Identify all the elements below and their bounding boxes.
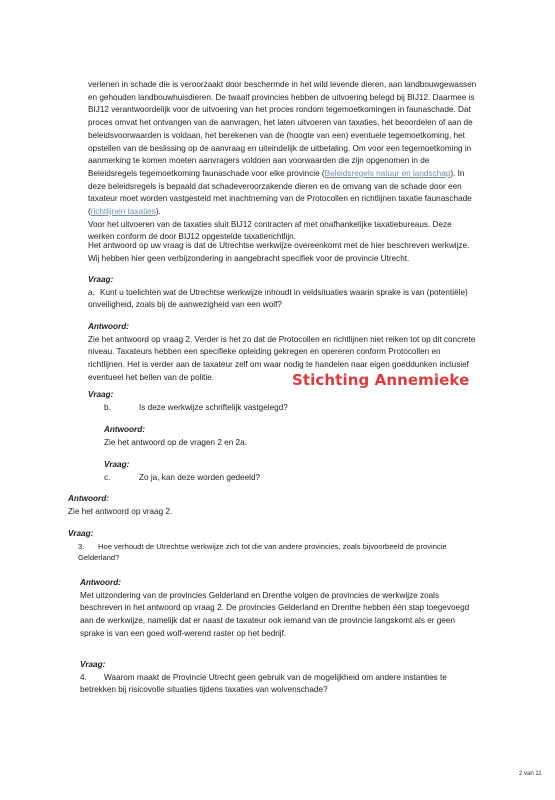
answer-c [68,493,520,518]
text-line: Voor het uitvoeren van de taxaties sluit BIJ12 contracten af met onafhankelijke taxatiebureaus. Deze [88,219,452,229]
text-line: sprake is van een goed wolf-werend raster op het bedrijf. [80,628,287,638]
question-text: Gelderland? [78,552,120,562]
question-label: Vraag: [80,660,106,669]
answer-label: Antwoord: [104,425,145,434]
question-number: b. [104,402,111,412]
text-line: en gehouden landbouwhuisdieren. De twaalf provincies hebben de uitvoering belegd bij BIJ12. Daarmee is [88,92,475,102]
question-label: Vraag: [88,390,114,399]
text-fragment: Hoe verhoudt de Utrechtse werkwijze zich tot die van andere provincies, zoals bijvoorbeeld de provincie [98,541,447,551]
question-text [88,287,520,300]
text-fragment: Beleidsregels tegemoetkoming faunaschade voor elke provincie ( [88,168,325,178]
text-line: Zie het antwoord op vraag 2. Verder is het zo dat de Protocollen en richtlijnen niet reiken tot op dit concrete [88,334,476,344]
text-fragment: Waarom maakt de Provincie Utrecht geen gebruik van de mogelijkheid om andere instanties te [104,672,447,682]
text-fragment: ). [155,207,161,217]
answer-label: Antwoord: [80,578,121,587]
text-line: opstellen van de beslissing op de aanvraag en uiteindelijk de uitbetaling. Om voor een tegemoetkoming in [88,143,472,153]
answer-paragraph [88,240,520,265]
question-b [88,389,488,414]
question-3 [68,528,520,563]
question-text [104,472,504,485]
text-line: richtlijnen. Het is verder aan de taxateur zelf om waar nodig te handelen naar eigen goeddunken inclusief [88,360,469,370]
answer-label: Antwoord: [88,322,129,331]
question-label: Vraag: [88,275,114,284]
text-line: Het antwoord op uw vraag is dat de Utrechtse werkwijze overeenkomt met de hier beschreven werkwijze. [88,241,470,250]
text-line: Wij hebben hier geen verbijzondering in aangebracht specifiek voor de provincie Utrecht. [88,253,410,263]
text-line: aanmerking te komen moeten aanvragers voldoen aan voorwaarden die zijn opgenomen in de [88,156,430,166]
text-line: niveau. Taxateurs hebben een specifieke opleiding gekregen en opereren conform Protocollen en [88,347,441,357]
text-line: BIJ12 verantwoordelijk voor de uitvoering van het proces rondom tegemoetkomingen in faunaschade. Dat [88,105,471,115]
text-line: taxateur moet worden vastgesteld met inachtneming van de Protocollen en richtlijnen taxatie faunaschade [88,194,472,204]
text-line: werken conform de door BIJ12 opgestelde taxatierichtlijn. [88,232,296,242]
question-text: betrekken bij risicovolle situaties tijdens taxaties van wolvenschade? [80,685,328,695]
question-text [68,541,520,552]
text-fragment: ( [88,207,91,217]
intro-paragraph [88,79,520,244]
text-line [88,206,520,219]
text-line: verlenen in schade die is veroorzaakt door beschermde in het wild levende dieren, aan landbouwgewassen [88,80,477,89]
text-line: beleidsvoorwaarden is voldaan, het berekenen van de (hoogte van een) eventuele tegemoetkoming, het [88,130,465,140]
watermark-text: Stichting Annemieke [292,371,470,389]
beleidsregels-link[interactable]: Beleidsregels natuur en landschap [324,168,451,178]
question-number: 3. [78,541,85,551]
text-fragment: Zo ja, kan deze worden gedeeld? [139,472,261,482]
question-number: c. [104,472,111,482]
answer-label: Antwoord: [68,494,109,503]
text-line: eventueel het bellen van de politie. [88,372,215,382]
question-text [88,402,488,415]
text-fragment: Kunt u toelichten wat de Utrechtse werkwijze inhoudt in veldsituaties waarin sprake is van (potentiële) [100,287,468,297]
text-line: Zie het antwoord op de vragen 2 en 2a. [104,437,247,447]
text-line: deze beleidsregels is bepaald dat schadeveroorzakende dieren en de omvang van de schade door een [88,181,462,191]
text-line: Zie het antwoord op vraag 2. [68,506,173,516]
question-number: 4. [80,672,87,682]
page-number: 2 van 11 [519,771,542,777]
question-text: onveiligheid, zoals bij de aanwezigheid van een wolf? [88,300,282,310]
question-number: a. [88,287,95,297]
text-line: aan de werkwijze, namelijk dat er naast de taxateur ook iemand van de provincie langskomt als er geen [80,616,456,626]
text-line: Met uitzondering van de provincies Gelderland en Drenthe volgen de provincies de werkwijze zoals [80,590,440,600]
question-4 [80,659,520,697]
text-line: proces omvat het ontvangen van de aanvragen, het laten uitvoeren van taxaties, het beoordelen of aan de [88,118,473,128]
text-line: beschreven in het antwoord op vraag 2. De provincies Gelderland en Drenthe hebben één stap toegevoegd [80,603,470,613]
answer-3 [80,577,520,641]
text-line [88,168,520,181]
answer-b [104,424,504,449]
question-a [88,274,520,312]
question-label: Vraag: [68,529,94,538]
question-c [104,459,504,484]
text-fragment: ). In [450,168,465,178]
richtlijnen-taxaties-link[interactable]: richtlijnen taxaties [90,207,156,217]
question-text [80,672,520,685]
question-label: Vraag: [104,460,130,469]
text-fragment: Is deze werkwijze schriftelijk vastgelegd? [139,402,288,412]
